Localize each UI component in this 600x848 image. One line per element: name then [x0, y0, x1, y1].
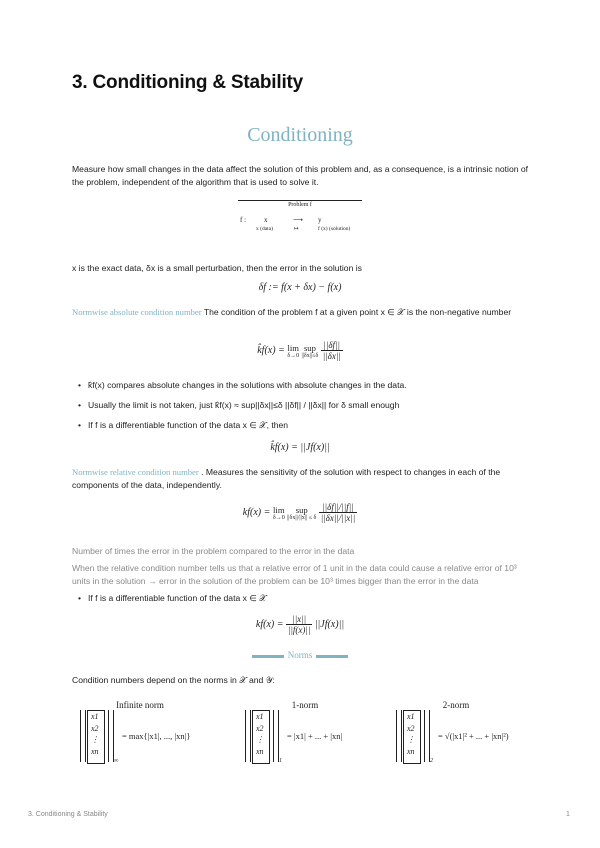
- abs-condition-equation: [0, 340, 600, 361]
- problem-diagram: [238, 200, 362, 240]
- section-heading-conditioning: Conditioning: [247, 124, 353, 146]
- rel-condition-text: . Measures the sensitivity of the solution with respect to changes in each of the components of the data, independently.: [72, 467, 501, 490]
- norm-block-1: [245, 700, 375, 770]
- section-heading-norms: Norms: [287, 650, 313, 660]
- bracket-right: [100, 710, 105, 764]
- rel-jac-lhs: kf(x) =: [255, 618, 286, 630]
- norm-bar-left: [80, 710, 86, 762]
- diagram-arrow: ⟶: [293, 216, 304, 224]
- rel-condition-equation: [0, 502, 600, 523]
- abs-eq-num: ||δf||: [321, 340, 343, 351]
- rel-eq-lim: lim: [273, 504, 285, 515]
- abs-eq-lim: lim: [287, 342, 299, 353]
- norm-formula: = |x1| + ... + |xn|: [287, 731, 343, 741]
- bracket-right: [416, 710, 421, 764]
- norm-label: Infinite norm: [116, 700, 164, 710]
- rel-condition-paragraph: [72, 466, 532, 491]
- norm-bar-right: [108, 710, 114, 762]
- rel-eq-lhs: kf(x) =: [242, 506, 273, 518]
- footer-title: 3. Conditioning & Stability: [28, 811, 108, 818]
- abs-eq-sup: sup: [303, 342, 316, 353]
- norm-block-infinite: [80, 700, 220, 770]
- page-title: 3. Conditioning & Stability: [72, 72, 304, 93]
- footer-page-number: 1: [566, 811, 570, 818]
- vector-components: x1 x2 ⋮ xn: [256, 712, 264, 756]
- rel-jac-num: ||x||: [286, 614, 312, 625]
- norm-bar-left: [245, 710, 251, 762]
- bullet-abs-2: • Usually the limit is not taken, just k̂f(x) ≈ sup||δx||≤δ ||δf|| / ||δx|| for δ small enough: [78, 400, 538, 410]
- norm-bar-left: [396, 710, 402, 762]
- rel-condition-term: Normwise relative condition number: [72, 467, 199, 477]
- norm-bar-right: [424, 710, 430, 762]
- bullet-abs-3: • If f is a differentiable function of the data x ∈ 𝒳, then: [78, 420, 538, 431]
- norm-block-2: [396, 700, 536, 770]
- abs-condition-paragraph: [72, 306, 532, 319]
- diagram-y: y: [318, 216, 322, 224]
- diagram-data: x (data): [256, 226, 273, 232]
- abs-eq-lhs: k̂f(x) =: [257, 344, 288, 356]
- norm-bar-right: [273, 710, 279, 762]
- bracket-right: [265, 710, 270, 764]
- abs-eq-lim-sub: δ→0: [287, 352, 300, 359]
- norm-subscript: 2: [430, 758, 433, 764]
- norm-label: 2-norm: [442, 700, 470, 710]
- intro-paragraph: Measure how small changes in the data affect the solution of this problem and, as a consequence, is a intrinsic notion of the problem, independent of the algorithm that is used to solve it.: [72, 164, 529, 187]
- rel-jac-den: ||f(x)||: [287, 625, 311, 635]
- diagram-header: Problem f: [288, 202, 312, 208]
- jacobian-equation: k̂f(x) = ||Jf(x)||: [270, 442, 330, 453]
- rel-eq-sup: sup: [295, 504, 308, 515]
- diagram-solution: f (x) (solution): [318, 226, 351, 232]
- abs-eq-den: ||δx||: [322, 351, 341, 361]
- vector-components: x1 x2 ⋮ xn: [407, 712, 415, 756]
- error-equation: δf := f(x + δx) − f(x): [258, 282, 342, 293]
- norm-subscript: ∞: [114, 758, 119, 764]
- abs-condition-term: Normwise absolute condition number: [72, 307, 202, 317]
- divider-bar-right: [316, 655, 348, 658]
- diagram-x: x: [264, 216, 268, 224]
- norm-formula: = max{|x1|, ..., |xn|}: [122, 731, 191, 741]
- rel-eq-num: ||δf||/||f||: [319, 502, 357, 513]
- abs-eq-sup-sub: ||δx||≤δ: [301, 352, 319, 359]
- divider-bar-left: [252, 655, 284, 658]
- norm-formula: = √(|x1|² + ... + |xn|²): [438, 731, 509, 741]
- diagram-rule: [238, 200, 362, 201]
- rel-jac-rhs: ||Jf(x)||: [314, 618, 345, 630]
- rel-jacobian-equation: [0, 614, 600, 635]
- norm-label: 1-norm: [291, 700, 319, 710]
- muted-text: When the relative condition number tells us that a relative error of 1 unit in the data could cause a relative error of 10³ units in the solution → error in the solution of the problem can be 10³ times bigger than the error in the data: [72, 563, 517, 586]
- muted-heading: Number of times the error in the problem compared to the error in the data: [72, 546, 355, 556]
- rel-eq-lim-sub: δ→0: [272, 514, 285, 521]
- rel-eq-sup-sub: ||δx||/||x|| ≤ δ: [287, 514, 317, 521]
- abs-condition-text: The condition of the problem f at a given point x ∈ 𝒳 is the non-negative number: [201, 307, 512, 317]
- rel-eq-den: ||δx||/||x||: [320, 513, 356, 523]
- vector-components: x1 x2 ⋮ xn: [91, 712, 99, 756]
- bullet-rel: • If f is a differentiable function of the data x ∈ 𝒳: [78, 593, 538, 604]
- diagram-mapsto: ↦: [294, 226, 299, 232]
- norm-subscript: 1: [279, 758, 282, 764]
- bullet-abs-1: • k̂f(x) compares absolute changes in the solutions with absolute changes in the data.: [78, 380, 538, 390]
- exact-data-text: x is the exact data, δx is a small perturbation, then the error in the solution is: [72, 263, 362, 273]
- norms-intro: Condition numbers depend on the norms in 𝒳 and 𝒴:: [72, 675, 275, 685]
- diagram-f: f :: [240, 216, 247, 224]
- norms-divider: [252, 650, 348, 662]
